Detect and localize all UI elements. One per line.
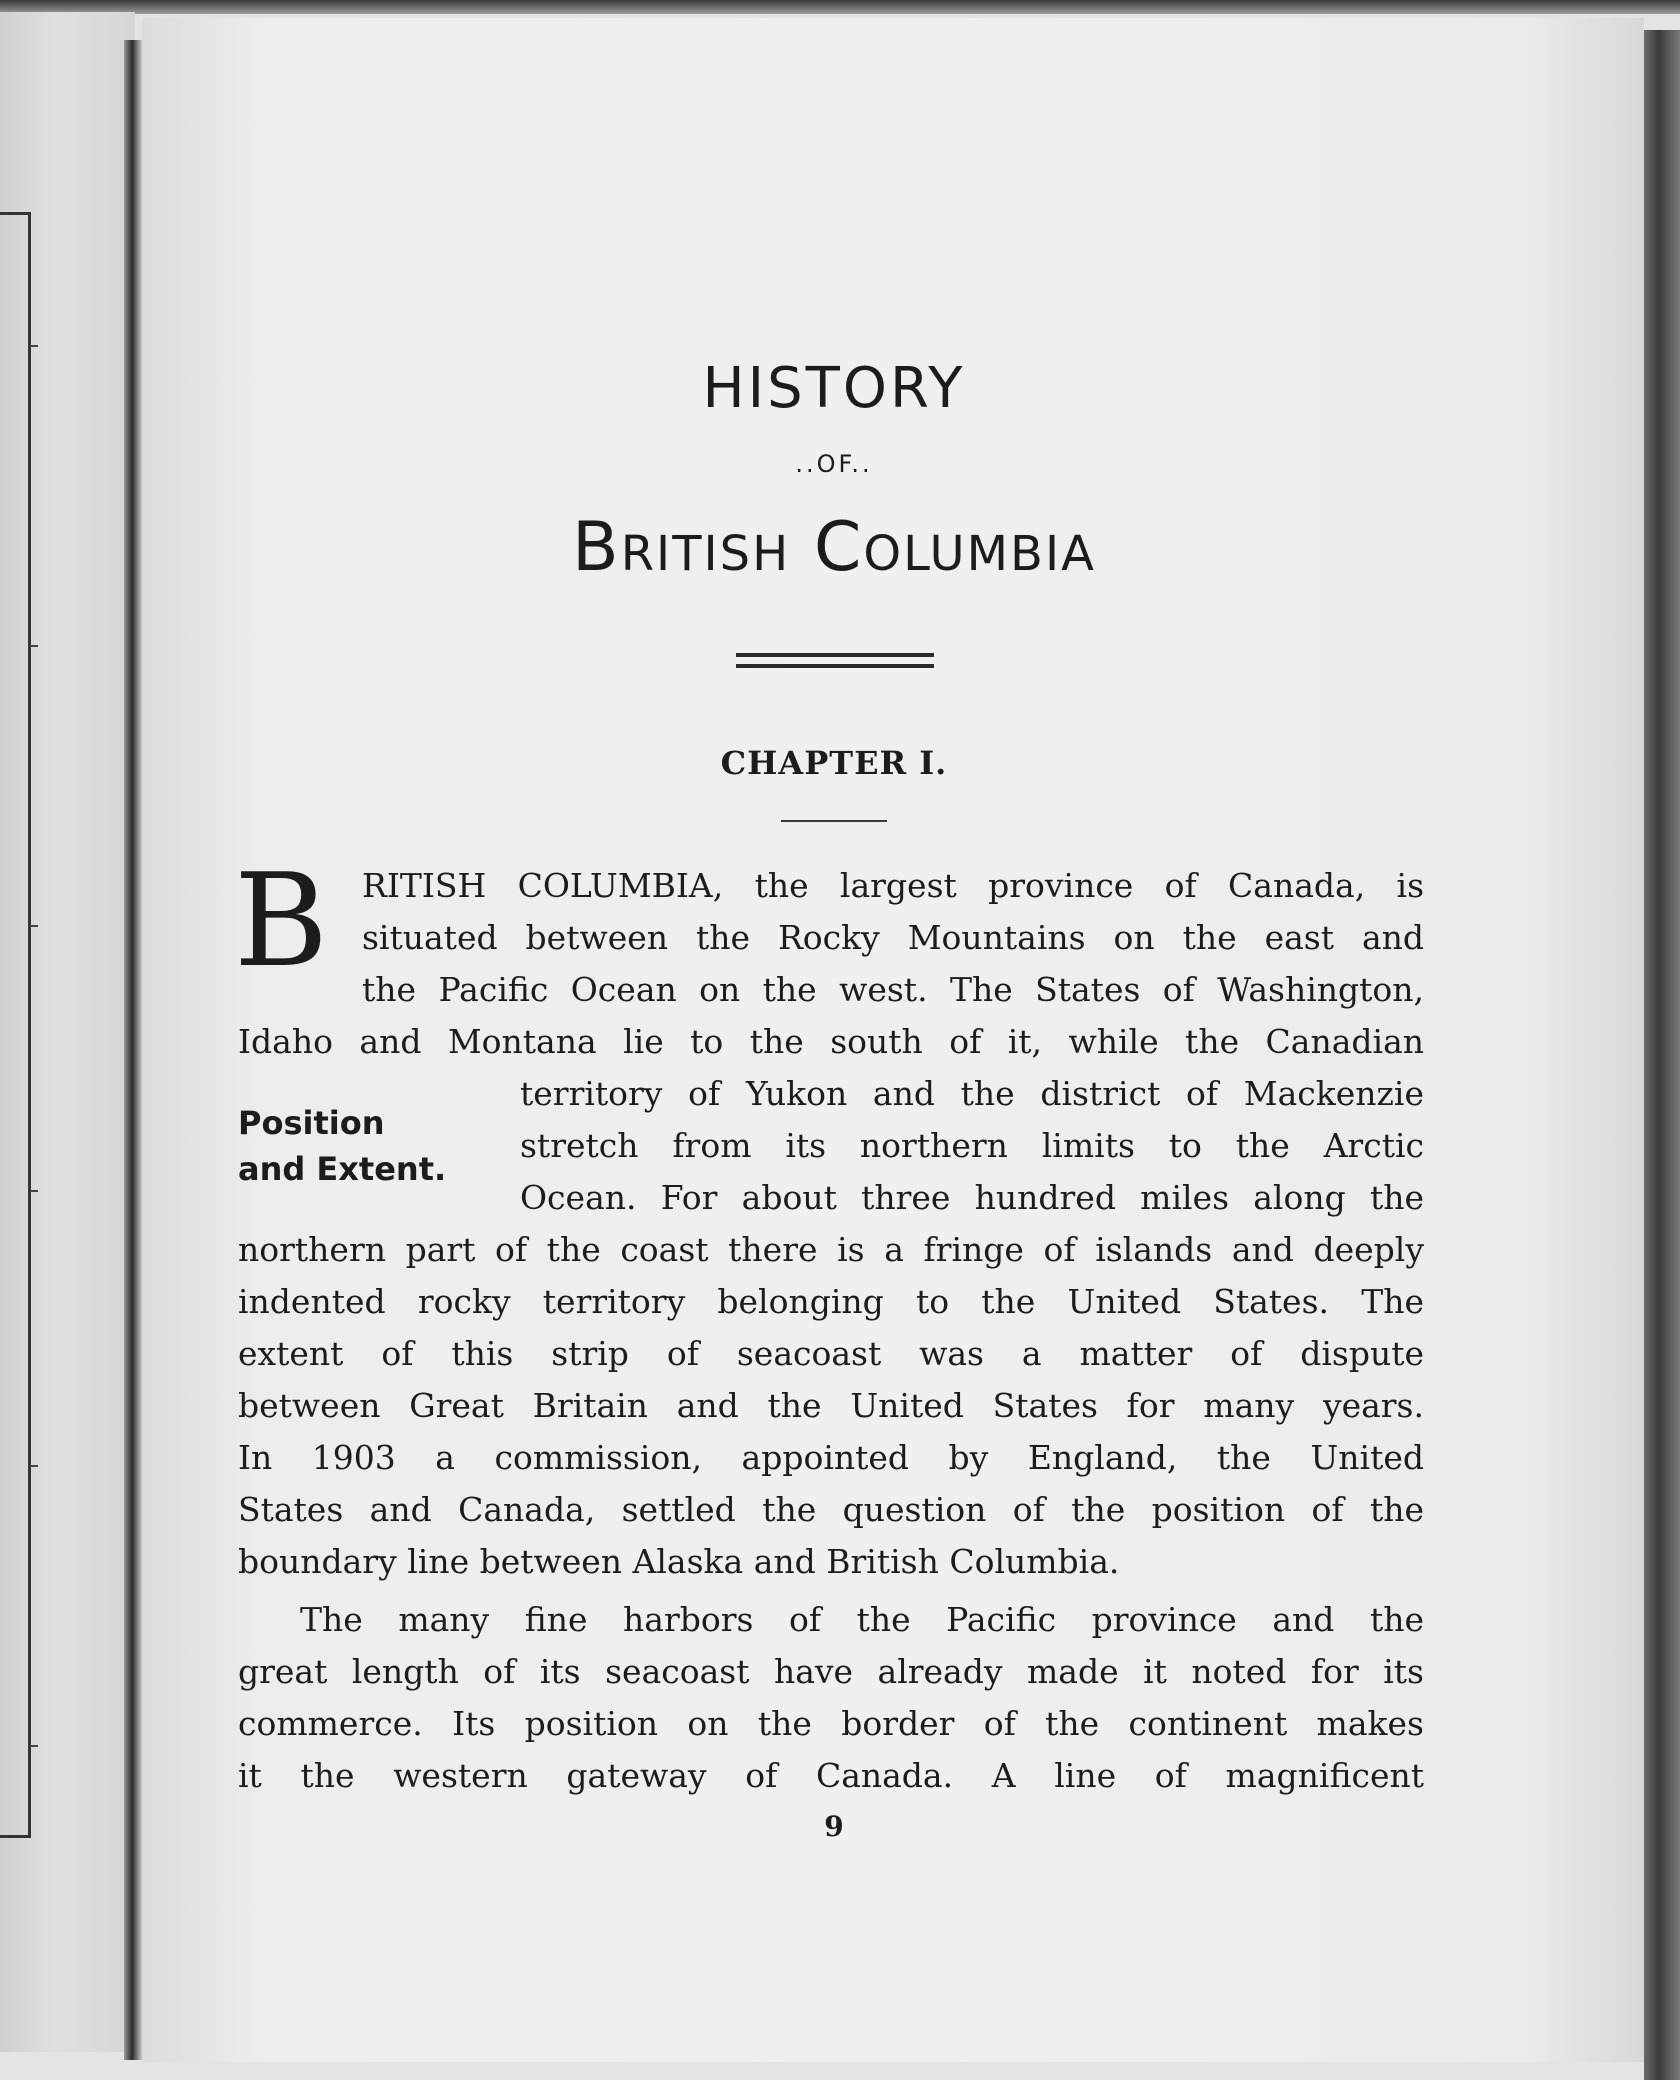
body-line: northern part of the coast there is a fringe of islands and deeply bbox=[238, 1230, 1424, 1269]
body-line: In 1903 a commission, appointed by England, the United bbox=[238, 1438, 1424, 1477]
margin-note-line: Position bbox=[238, 1104, 385, 1142]
body-line: great length of its seacoast have already made it noted for its bbox=[238, 1652, 1424, 1691]
map-tick bbox=[30, 1465, 38, 1467]
right-page-edge bbox=[1644, 30, 1680, 2080]
margin-note-line: and Extent. bbox=[238, 1150, 447, 1188]
body-line: between Great Britain and the United States for many years. bbox=[238, 1386, 1424, 1425]
drop-cap: B bbox=[234, 847, 329, 996]
body-line: the Pacific Ocean on the west. The States of Washington, bbox=[362, 970, 1424, 1009]
left-page-edge bbox=[0, 12, 135, 2052]
body-line: situated between the Rocky Mountains on the east and bbox=[362, 918, 1424, 957]
body-line: RITISH COLUMBIA, the largest province of Canada, is bbox=[362, 866, 1424, 905]
map-tick bbox=[30, 1190, 38, 1192]
body-line: commerce. Its position on the border of the continent makes bbox=[238, 1704, 1424, 1743]
title-british-columbia: British Columbia bbox=[572, 508, 1096, 587]
short-rule-divider bbox=[781, 820, 887, 822]
map-tick bbox=[30, 925, 38, 927]
body-line: territory of Yukon and the district of Mackenzie bbox=[520, 1074, 1424, 1113]
body-line: extent of this strip of seacoast was a matter of dispute bbox=[238, 1334, 1424, 1373]
body-line: indented rocky territory belonging to the United States. The bbox=[238, 1282, 1424, 1321]
title-connector: ..OF.. bbox=[795, 450, 873, 478]
map-tick bbox=[30, 1745, 38, 1747]
body-line: Ocean. For about three hundred miles along the bbox=[520, 1178, 1424, 1217]
chapter-heading: CHAPTER I. bbox=[720, 744, 948, 782]
body-line: States and Canada, settled the question of the position of the bbox=[238, 1490, 1424, 1529]
body-line: Idaho and Montana lie to the south of it, while the Canadian bbox=[238, 1022, 1424, 1061]
margin-note bbox=[238, 1100, 498, 1192]
body-line: it the western gateway of Canada. A line of magnificent bbox=[238, 1756, 1424, 1795]
double-rule-divider bbox=[736, 653, 934, 668]
title-history: HISTORY bbox=[702, 356, 966, 421]
top-shadow bbox=[0, 0, 1680, 14]
body-line: boundary line between Alaska and British Columbia. bbox=[238, 1542, 1120, 1581]
page-number: 9 bbox=[824, 1810, 844, 1843]
body-line: The many fine harbors of the Pacific province and the bbox=[300, 1600, 1424, 1639]
book-gutter bbox=[124, 40, 142, 2060]
body-line: stretch from its northern limits to the Arctic bbox=[520, 1126, 1424, 1165]
map-frame bbox=[0, 212, 31, 1838]
map-tick bbox=[30, 345, 38, 347]
map-tick bbox=[30, 645, 38, 647]
